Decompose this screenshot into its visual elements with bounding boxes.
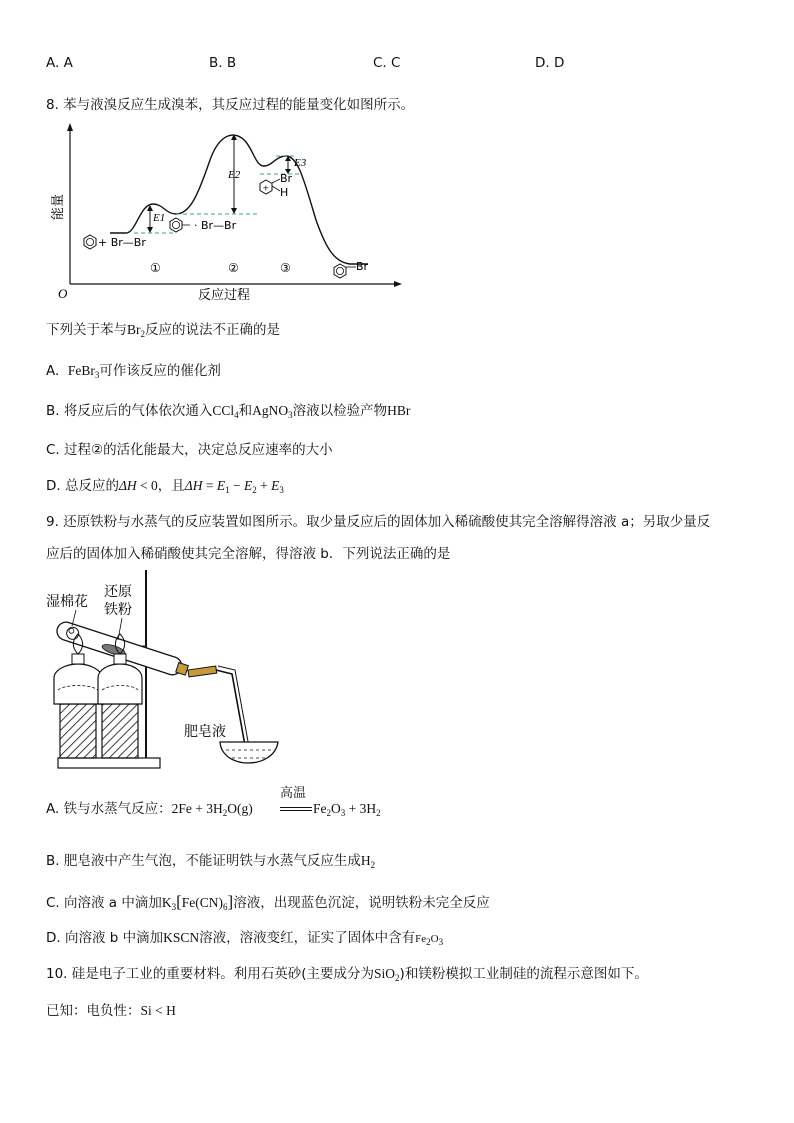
q9-option-b-text: 肥皂液中产生气泡，不能证明铁与水蒸气反应生成 xyxy=(63,853,361,869)
benzene-ring-icon xyxy=(84,235,96,249)
q8-option-d-label: D. xyxy=(46,478,61,494)
q8-option-a-text: 可作该反应的催化剂 xyxy=(99,363,221,379)
q8-e2-label: E2 xyxy=(228,169,241,181)
q8-option-b-f2: AgNO$_3$ xyxy=(252,403,293,420)
q7-option-b: B. B xyxy=(209,55,237,71)
q9-label-cotton: 湿棉花 xyxy=(46,594,88,610)
q8-intermediate1-label: · Br—Br xyxy=(194,219,237,232)
q9-option-a xyxy=(46,800,253,818)
q8-option-c-label: C. xyxy=(46,442,60,458)
q10-stem-post: )和镁粉模拟工业制硅的流程示意图如下。 xyxy=(399,966,648,982)
q9-option-c-t2: 溶液，出现蓝色沉淀，说明铁粉未完全反应 xyxy=(233,895,490,911)
q8-e1-label: E1 xyxy=(153,212,166,224)
q9-apparatus-figure xyxy=(46,566,286,776)
q9-option-d-f2: $Fe_2O_3$ xyxy=(415,933,444,947)
q10-stem xyxy=(46,965,648,983)
q8-reactants-label: + Br—Br xyxy=(98,236,146,249)
q8-option-b-f3: HBr xyxy=(387,403,411,418)
q8-option-b xyxy=(46,402,410,420)
q8-option-c-text: 过程②的活化能最大，决定总反应速率的大小 xyxy=(64,442,333,458)
q9-option-d xyxy=(46,929,443,948)
q9-option-d-t1: 向溶液 b 中滴加 xyxy=(64,930,164,946)
q9-option-a-lhs: $2Fe + 3H_2O(g)$ xyxy=(171,801,253,818)
q8-option-d-t2: ，且 xyxy=(157,478,185,494)
q8-prompt-post: 反应的说法不正确的是 xyxy=(145,322,280,338)
q8-stem: 8. 苯与液溴反应生成溴苯，其反应过程的能量变化如图所示。 xyxy=(46,97,415,113)
q9-option-b-label: B. xyxy=(46,853,60,869)
q8-option-d xyxy=(46,477,284,495)
q9-label-iron-1: 还原 xyxy=(104,584,132,600)
q9-option-c-formula: $K_3[Fe(CN)_6]$ xyxy=(161,892,234,912)
q8-prompt xyxy=(46,321,280,339)
q8-prompt-formula: $Br_2$ xyxy=(127,322,145,339)
q8-option-a xyxy=(46,362,221,380)
q9-option-a-arrow-line2 xyxy=(280,810,312,811)
q9-option-b-formula: $H_2$ xyxy=(360,853,376,870)
q8-step1-label: ① xyxy=(150,261,161,275)
left-burner xyxy=(54,634,102,758)
q8-origin-label: O xyxy=(58,286,68,301)
q9-option-a-condition: 高温 xyxy=(280,786,307,801)
q9-option-b xyxy=(46,852,375,870)
q8-option-b-t3: 溶液以检验产物 xyxy=(292,403,388,419)
q9-option-d-f1: KSCN xyxy=(163,930,200,945)
q8-e3-label: E3 xyxy=(294,157,307,169)
q9-label-soap: 肥皂液 xyxy=(184,724,226,740)
q8-option-d-f1: ΔH < 0 xyxy=(118,478,158,493)
q10-known xyxy=(46,1002,176,1020)
q10-stem-formula: SiO$_2$ xyxy=(374,966,400,983)
q9-option-a-text: 铁与水蒸气反应： xyxy=(63,801,172,817)
q8-energy-diagram xyxy=(50,120,410,306)
q9-option-d-label: D. xyxy=(46,930,61,946)
q9-stem-line2: 应后的固体加入稀硝酸使其完全溶解，得溶液 b．下列说法正确的是 xyxy=(46,546,451,562)
q9-stem-line1: 9. 还原铁粉与水蒸气的反应装置如图所示。取少量反应后的固体加入稀硫酸使其完全溶解得溶液 a；另取少量反 xyxy=(46,514,711,530)
q7-option-d: D. D xyxy=(535,55,565,71)
q8-option-b-t2: 和 xyxy=(238,403,253,419)
svg-text:+: + xyxy=(262,183,270,193)
q8-prompt-pre: 下列关于苯与 xyxy=(46,322,127,338)
benzene-ring-icon xyxy=(170,218,182,232)
q8-option-b-label: B. xyxy=(46,403,60,419)
bromobenzene-ring-icon xyxy=(334,264,346,278)
q8-option-d-f2: $\Delta H = E_1 - E_2 + E_3$ xyxy=(184,478,284,495)
q8-option-b-f1: CCl$_4$ xyxy=(212,403,239,420)
q8-intermediate2-br: Br xyxy=(280,172,293,185)
q8-option-d-t1: 总反应的 xyxy=(64,478,119,494)
q8-product-label: Br xyxy=(356,260,369,273)
q7-option-c: C. C xyxy=(373,55,401,71)
q9-option-c-label: C. xyxy=(46,895,60,911)
q9-option-d-t2: 溶液，溶液变红，证实了固体中含有 xyxy=(199,930,416,946)
q8-option-b-t1: 将反应后的气体依次通入 xyxy=(63,403,213,419)
q9-label-iron-2: 铁粉 xyxy=(104,602,132,618)
q9-option-c-t1: 向溶液 a 中滴加 xyxy=(64,895,162,911)
q9-option-c xyxy=(46,893,490,912)
q10-known-formula: Si < H xyxy=(140,1003,176,1018)
q9-option-a-rhs: $Fe_2O_3 + 3H_2$ xyxy=(313,801,381,818)
q8-step3-label: ③ xyxy=(280,261,291,275)
q8-step2-label: ② xyxy=(228,261,239,275)
q10-known-pre: 已知：电负性： xyxy=(46,1003,141,1019)
q9-option-a-label: A. xyxy=(46,801,60,817)
q8-option-c xyxy=(46,441,333,459)
q8-option-a-formula: FeBr$_3$ xyxy=(67,363,100,380)
q8-option-a-label: A. xyxy=(46,363,60,379)
q10-stem-pre: 10. 硅是电子工业的重要材料。利用石英砂(主要成分为 xyxy=(46,966,375,982)
q8-xlabel: 反应过程 xyxy=(198,288,251,303)
q9-option-a-arrow-line xyxy=(280,807,312,808)
q8-intermediate2-h: H xyxy=(280,186,289,199)
q7-option-a: A. A xyxy=(46,55,73,71)
q8-ylabel: 能量 xyxy=(51,193,66,220)
